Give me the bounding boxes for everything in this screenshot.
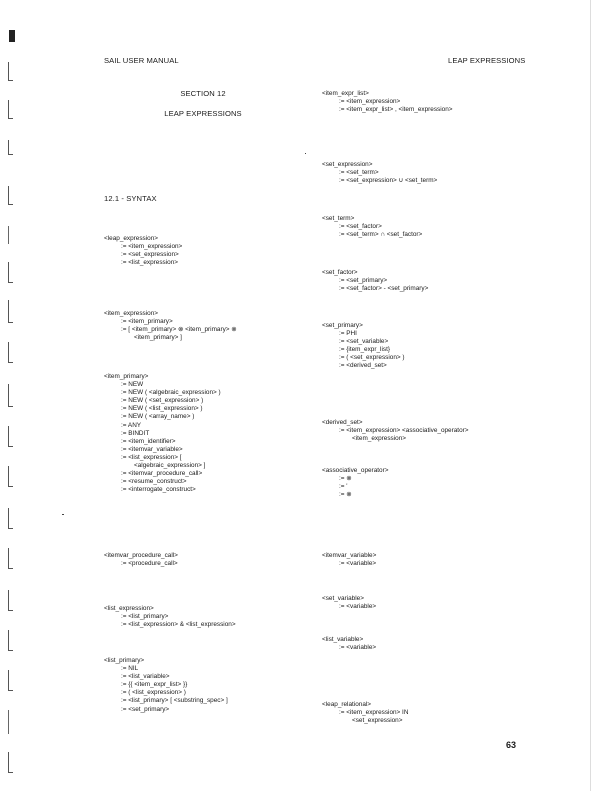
rule-alternative: := <set_term> ∩ <set_factor> (339, 231, 423, 239)
rule-alternative: := <list_variable> (121, 673, 170, 681)
margin-bracket (8, 262, 13, 283)
rule-alternative: := <set_primary> (121, 705, 170, 713)
rule-alternative: := <list_primary> [ <substring_spec> ] (121, 697, 228, 705)
rule-head: <set_primary> (322, 322, 363, 329)
rule-alternative: := NEW ( <list_expression> ) (121, 405, 203, 413)
margin-bracket (8, 426, 13, 447)
rule-head: <set_variable> (322, 595, 364, 602)
scan-speck (62, 514, 64, 515)
rule-alternative: := <set_expression> ∪ <set_term> (339, 177, 438, 185)
rule-continuation: <set_expression> (352, 717, 403, 725)
rule-alternative: := <item_expression> (339, 98, 401, 106)
margin-bracket (8, 100, 13, 119)
grammar-rule (322, 322, 405, 371)
rule-head: <associative_operator> (322, 467, 389, 474)
rule-alternative: := <set_factor> - <set_primary> (339, 285, 429, 293)
rule-alternative: := <set_term> (339, 169, 379, 177)
rule-head: <item_expr_list> (322, 90, 369, 97)
rule-alternative: := <set_expression> (121, 251, 179, 259)
rule-alternative: := <item_expr_list> , <item_expression> (339, 106, 453, 114)
rule-continuation: <item_expression> (352, 435, 406, 443)
rule-alternative: := ' (339, 483, 348, 491)
rule-alternative: := ( <set_expression> ) (339, 354, 405, 362)
margin-bracket (8, 548, 13, 569)
rule-alternative: := PHI (339, 330, 357, 338)
grammar-rule (322, 636, 376, 652)
rule-alternative: := <item_primary> (121, 318, 173, 326)
rule-alternative: := <procedure_call> (121, 560, 178, 568)
rule-head: <item_primary> (104, 373, 149, 380)
rule-head: <list_variable> (322, 636, 364, 643)
rule-alternative: := {{ <item_expr_list> }} (121, 681, 188, 689)
rule-head: <leap_relational> (322, 701, 372, 708)
rule-continuation: <item_primary> ] (134, 334, 182, 342)
margin-bracket (8, 186, 13, 205)
page-number: 63 (506, 740, 517, 750)
rule-head: <itemvar_variable> (322, 552, 377, 559)
grammar-rule (322, 595, 376, 611)
rule-alternative: := ⊗ (339, 475, 352, 483)
scan-mark (9, 30, 15, 42)
rule-head: <list_expression> (104, 605, 154, 612)
rule-alternative: := <variable> (339, 560, 377, 568)
rule-alternative: := [ <item_primary> ⊗ <item_primary> ⊗ (121, 326, 237, 334)
margin-tick (8, 226, 9, 244)
grammar-rule (322, 161, 437, 185)
rule-alternative: := NEW ( <array_name> ) (121, 413, 195, 421)
grammar-rule (322, 467, 388, 499)
rule-alternative: := <itemvar_variable> (121, 445, 183, 453)
rule-alternative: := <item_expression> <associative_operator> (339, 427, 469, 435)
rule-alternative: := NIL (121, 665, 139, 673)
rule-alternative: := <variable> (339, 644, 377, 652)
grammar-rule (322, 215, 422, 239)
rule-alternative: := <variable> (339, 603, 377, 611)
rule-alternative: := {item_expr_list} (339, 346, 390, 354)
grammar-rule (104, 605, 236, 629)
rule-head: <set_factor> (322, 269, 358, 276)
grammar-rule (322, 269, 428, 293)
grammar-rule (104, 552, 178, 568)
rule-alternative: := <set_factor> (339, 223, 382, 231)
rule-alternative: := <resume_construct> (121, 478, 187, 486)
rule-head: <derived_set> (322, 419, 363, 426)
rule-alternative: := <derived_set> (339, 362, 387, 370)
rule-alternative: := ( <list_expression> ) (121, 689, 186, 697)
rule-continuation: <algebraic_expression> ] (134, 462, 206, 470)
margin-bracket (8, 590, 13, 611)
rule-head: <item_expression> (104, 310, 158, 317)
grammar-rule (322, 90, 453, 114)
margin-bracket (8, 466, 13, 487)
rule-head: <leap_expression> (104, 235, 159, 242)
grammar-rule (104, 373, 221, 494)
rule-alternative: := <item_expression> (121, 243, 183, 251)
section-number: SECTION 12 (180, 89, 226, 98)
rule-alternative: := NEW (121, 381, 144, 389)
rule-alternative: := <item_expression> IN (339, 709, 409, 717)
grammar-rule (322, 419, 469, 443)
rule-alternative: := <list_expression> (121, 259, 179, 267)
rule-alternative: := <set_primary> (339, 277, 388, 285)
rule-alternative: := <list_expression> [ (121, 453, 182, 461)
margin-bracket (8, 342, 13, 363)
rule-head: <set_expression> (322, 161, 373, 168)
rule-alternative: := <set_variable> (339, 338, 389, 346)
grammar-rule (104, 235, 182, 267)
section-title: LEAP EXPRESSIONS (164, 109, 242, 118)
rule-alternative: := NEW ( <algebraic_expression> ) (121, 389, 221, 397)
grammar-rule (104, 657, 228, 714)
margin-bracket (8, 752, 13, 773)
rule-alternative: := NEW ( <set_expression> ) (121, 397, 204, 405)
rule-head: <list_primary> (104, 657, 145, 664)
rule-alternative: := <list_expression> & <list_expression> (121, 621, 236, 629)
rule-alternative: := <list_primary> (121, 613, 169, 621)
margin-bracket (8, 62, 13, 81)
margin-bracket (8, 300, 13, 323)
rule-alternative: := <interrogate_construct> (121, 486, 196, 494)
running-header-left: SAIL USER MANUAL (104, 56, 179, 65)
margin-bracket (8, 630, 13, 651)
running-header-right: LEAP EXPRESSIONS (448, 56, 526, 65)
margin-bracket (8, 508, 13, 529)
grammar-rule (104, 310, 237, 342)
rule-alternative: := ⊗ (339, 491, 352, 499)
margin-bracket (8, 140, 13, 155)
rule-alternative: := ANY (121, 421, 142, 429)
grammar-rule (322, 552, 376, 568)
scan-edge-line (590, 0, 591, 791)
subsection-heading: 12.1 - SYNTAX (104, 194, 157, 203)
rule-head: <set_term> (322, 215, 355, 222)
grammar-rule (322, 701, 408, 725)
rule-alternative: := <itemvar_procedure_call> (121, 470, 203, 478)
scan-speck (305, 153, 306, 154)
rule-alternative: := <item_identifier> (121, 437, 176, 445)
margin-tick (8, 710, 9, 734)
margin-bracket (8, 670, 13, 691)
rule-alternative: := BINDIT (121, 429, 150, 437)
rule-head: <itemvar_procedure_call> (104, 552, 178, 559)
margin-bracket (8, 384, 13, 407)
